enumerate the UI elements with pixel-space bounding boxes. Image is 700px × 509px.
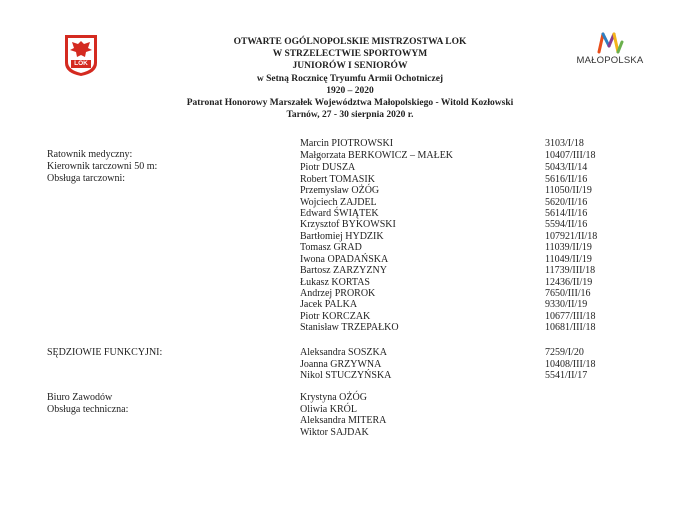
staff-number: 10407/III/18: [545, 150, 596, 161]
judge-number: 7259/I/20: [545, 347, 584, 358]
header-discipline: W STRZELECTWIE SPORTOWYM: [272, 49, 428, 60]
staff-name: Bartosz ZARZYZNY: [300, 265, 387, 276]
staff-number: 9330/II/19: [545, 299, 588, 310]
staff-name: Piotr KORCZAK: [300, 311, 371, 322]
staff-name: Edward ŚWIĄTEK: [300, 208, 379, 219]
header-years: 1920 – 2020: [326, 85, 374, 96]
office-name: Krystyna OŻÓG: [300, 392, 367, 403]
malopolska-logo-text: MAŁOPOLSKA: [576, 55, 644, 66]
staff-number: 10677/III/18: [545, 311, 596, 322]
lok-eagle-icon: [63, 33, 99, 77]
document-header: [150, 36, 550, 121]
staff-name: Wojciech ZAJDEL: [300, 197, 377, 208]
staff-name: Przemysław OŻÓG: [300, 185, 380, 196]
lok-logo-text: LOK: [74, 60, 88, 67]
judge-number: 5541/II/17: [545, 370, 588, 381]
staff-number: 7650/III/16: [545, 288, 591, 299]
staff-number: 11050/II/19: [545, 185, 592, 196]
staff-name: Tomasz GRAD: [300, 242, 362, 253]
staff-number: 107921/II/18: [545, 231, 598, 242]
staff-number: 3103/I/18: [545, 138, 584, 149]
office-name: Aleksandra MITERA: [300, 415, 387, 426]
staff-name: Jacek PALKA: [300, 299, 358, 310]
staff-number: 12436/II/19: [545, 277, 593, 288]
staff-number: 5620/II/16: [545, 197, 588, 208]
header-category: JUNIORÓW I SENIORÓW: [292, 61, 408, 72]
staff-name: Marcin PIOTROWSKI: [300, 138, 394, 149]
staff-number: 10681/III/18: [545, 322, 596, 333]
staff-number: 11039/II/19: [545, 242, 592, 253]
malopolska-m-icon: [565, 30, 655, 54]
staff-name: Krzysztof BYKOWSKI: [300, 219, 396, 230]
header-title: OTWARTE OGÓLNOPOLSKIE MISTRZOSTWA LOK: [233, 37, 467, 47]
judge-name: Nikol STUCZYŃSKA: [300, 370, 392, 381]
staff-name: Bartłomiej HYDZIK: [300, 231, 384, 242]
judge-name: Joanna GRZYWNA: [300, 359, 382, 370]
label-ratownik: Ratownik medyczny:: [47, 149, 133, 160]
judge-number: 10408/III/18: [545, 359, 596, 370]
header-dedication: w Setną Rocznicę Tryumfu Armii Ochotniczej: [256, 73, 444, 84]
office-name: Oliwia KRÓL: [300, 404, 357, 415]
staff-number: 5616/II/16: [545, 174, 588, 185]
lok-logo: [63, 33, 99, 77]
staff-name: Małgorzata BERKOWICZ – MAŁEK: [300, 150, 454, 161]
label-biuro: Biuro Zawodów: [47, 392, 113, 403]
staff-number: 11739/III/18: [545, 265, 596, 276]
staff-name: Iwona OPADAŃSKA: [300, 254, 389, 265]
office-name: Wiktor SAJDAK: [300, 427, 369, 438]
header-patronage: Patronat Honorowy Marszałek Województwa Małopolskiego - Witold Kozłowski: [186, 98, 514, 109]
label-kierownik: Kierownik tarczowni 50 m:: [47, 161, 158, 172]
label-obsluga-techniczna: Obsługa techniczna:: [47, 404, 129, 415]
staff-number: 5043/II/14: [545, 162, 588, 173]
header-place-date: Tarnów, 27 - 30 sierpnia 2020 r.: [286, 110, 414, 121]
staff-name: Łukasz KORTAS: [300, 277, 370, 288]
staff-name: Robert TOMASIK: [300, 174, 375, 185]
staff-name: Piotr DUSZA: [300, 162, 356, 173]
staff-name: Stanisław TRZEPAŁKO: [300, 322, 399, 333]
staff-number: 11049/II/19: [545, 254, 592, 265]
staff-number: 5594/II/16: [545, 219, 588, 230]
staff-number: 5614/II/16: [545, 208, 588, 219]
label-sedziowie: SĘDZIOWIE FUNKCYJNI:: [47, 347, 163, 358]
staff-name: Andrzej PROROK: [300, 288, 376, 299]
label-obsluga-tarczowni: Obsługa tarczowni:: [47, 173, 126, 184]
malopolska-logo: [565, 30, 655, 70]
judge-name: Aleksandra SOSZKA: [300, 347, 387, 358]
